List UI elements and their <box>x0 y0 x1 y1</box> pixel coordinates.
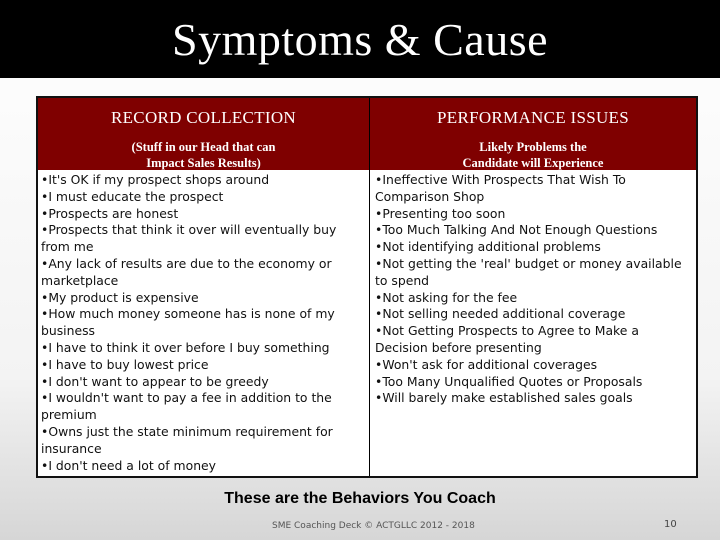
list-item: • I must educate the prospect <box>41 189 367 206</box>
list-item: • Presenting too soon <box>375 206 694 223</box>
list-item: • Too Many Unqualified Quotes or Proposals <box>375 374 694 391</box>
slide-title: Symptoms & Cause <box>171 13 549 65</box>
list-item: • Any lack of results are due to the economy or marketplace <box>41 256 367 290</box>
list-item: • Owns just the state minimum requirement for insurance <box>41 424 367 458</box>
right-column-header <box>370 98 696 170</box>
record-collection-list <box>38 170 370 476</box>
list-item: • Won't ask for additional coverages <box>375 357 694 374</box>
list-item: • It's OK if my prospect shops around <box>41 172 367 189</box>
right-subheading-line-2: Candidate will Experience <box>462 156 604 170</box>
left-subheading-line-2: Impact Sales Results) <box>146 156 261 170</box>
list-item: • My product is expensive <box>41 290 367 307</box>
list-item: • I don't need a lot of money <box>41 458 367 475</box>
symptoms-cause-table <box>36 96 698 478</box>
footer-text: SME Coaching Deck © ACTGLLC 2012 - 2018 <box>272 521 475 531</box>
left-column-header <box>38 98 370 170</box>
list-item: • I have to buy lowest price <box>41 357 367 374</box>
list-item: • Not selling needed additional coverage <box>375 306 694 323</box>
page-number: 10 <box>664 519 677 530</box>
list-item: • Not identifying additional problems <box>375 239 694 256</box>
left-subheading-line-1: (Stuff in our Head that can <box>131 140 276 154</box>
list-item: • I don't want to appear to be greedy <box>41 374 367 391</box>
list-item: • Will barely make established sales goals <box>375 390 694 407</box>
list-item: • Ineffective With Prospects That Wish To Comparison Shop <box>375 172 694 206</box>
list-item: • I have to think it over before I buy something <box>41 340 367 357</box>
performance-issues-list <box>370 170 696 476</box>
left-column-heading: RECORD COLLECTION <box>110 108 296 127</box>
list-item: • How much money someone has is none of my business <box>41 306 367 340</box>
list-item: • Not Getting Prospects to Agree to Make a Decision before presenting <box>375 323 694 357</box>
right-column-subheading <box>370 139 696 171</box>
right-column-heading: PERFORMANCE ISSUES <box>437 108 629 127</box>
list-item: • Too Much Talking And Not Enough Questions <box>375 222 694 239</box>
title-bar <box>0 0 720 78</box>
list-item: • I wouldn't want to pay a fee in addition to the premium <box>41 390 367 424</box>
right-subheading-line-1: Likely Problems the <box>479 140 587 154</box>
list-item: • Prospects that think it over will eventually buy from me <box>41 222 367 256</box>
left-column-subheading <box>38 139 369 171</box>
list-item: • Not getting the 'real' budget or money available to spend <box>375 256 694 290</box>
list-item: • Not asking for the fee <box>375 290 694 307</box>
list-item: • Prospects are honest <box>41 206 367 223</box>
closing-statement: These are the Behaviors You Coach <box>224 490 496 507</box>
